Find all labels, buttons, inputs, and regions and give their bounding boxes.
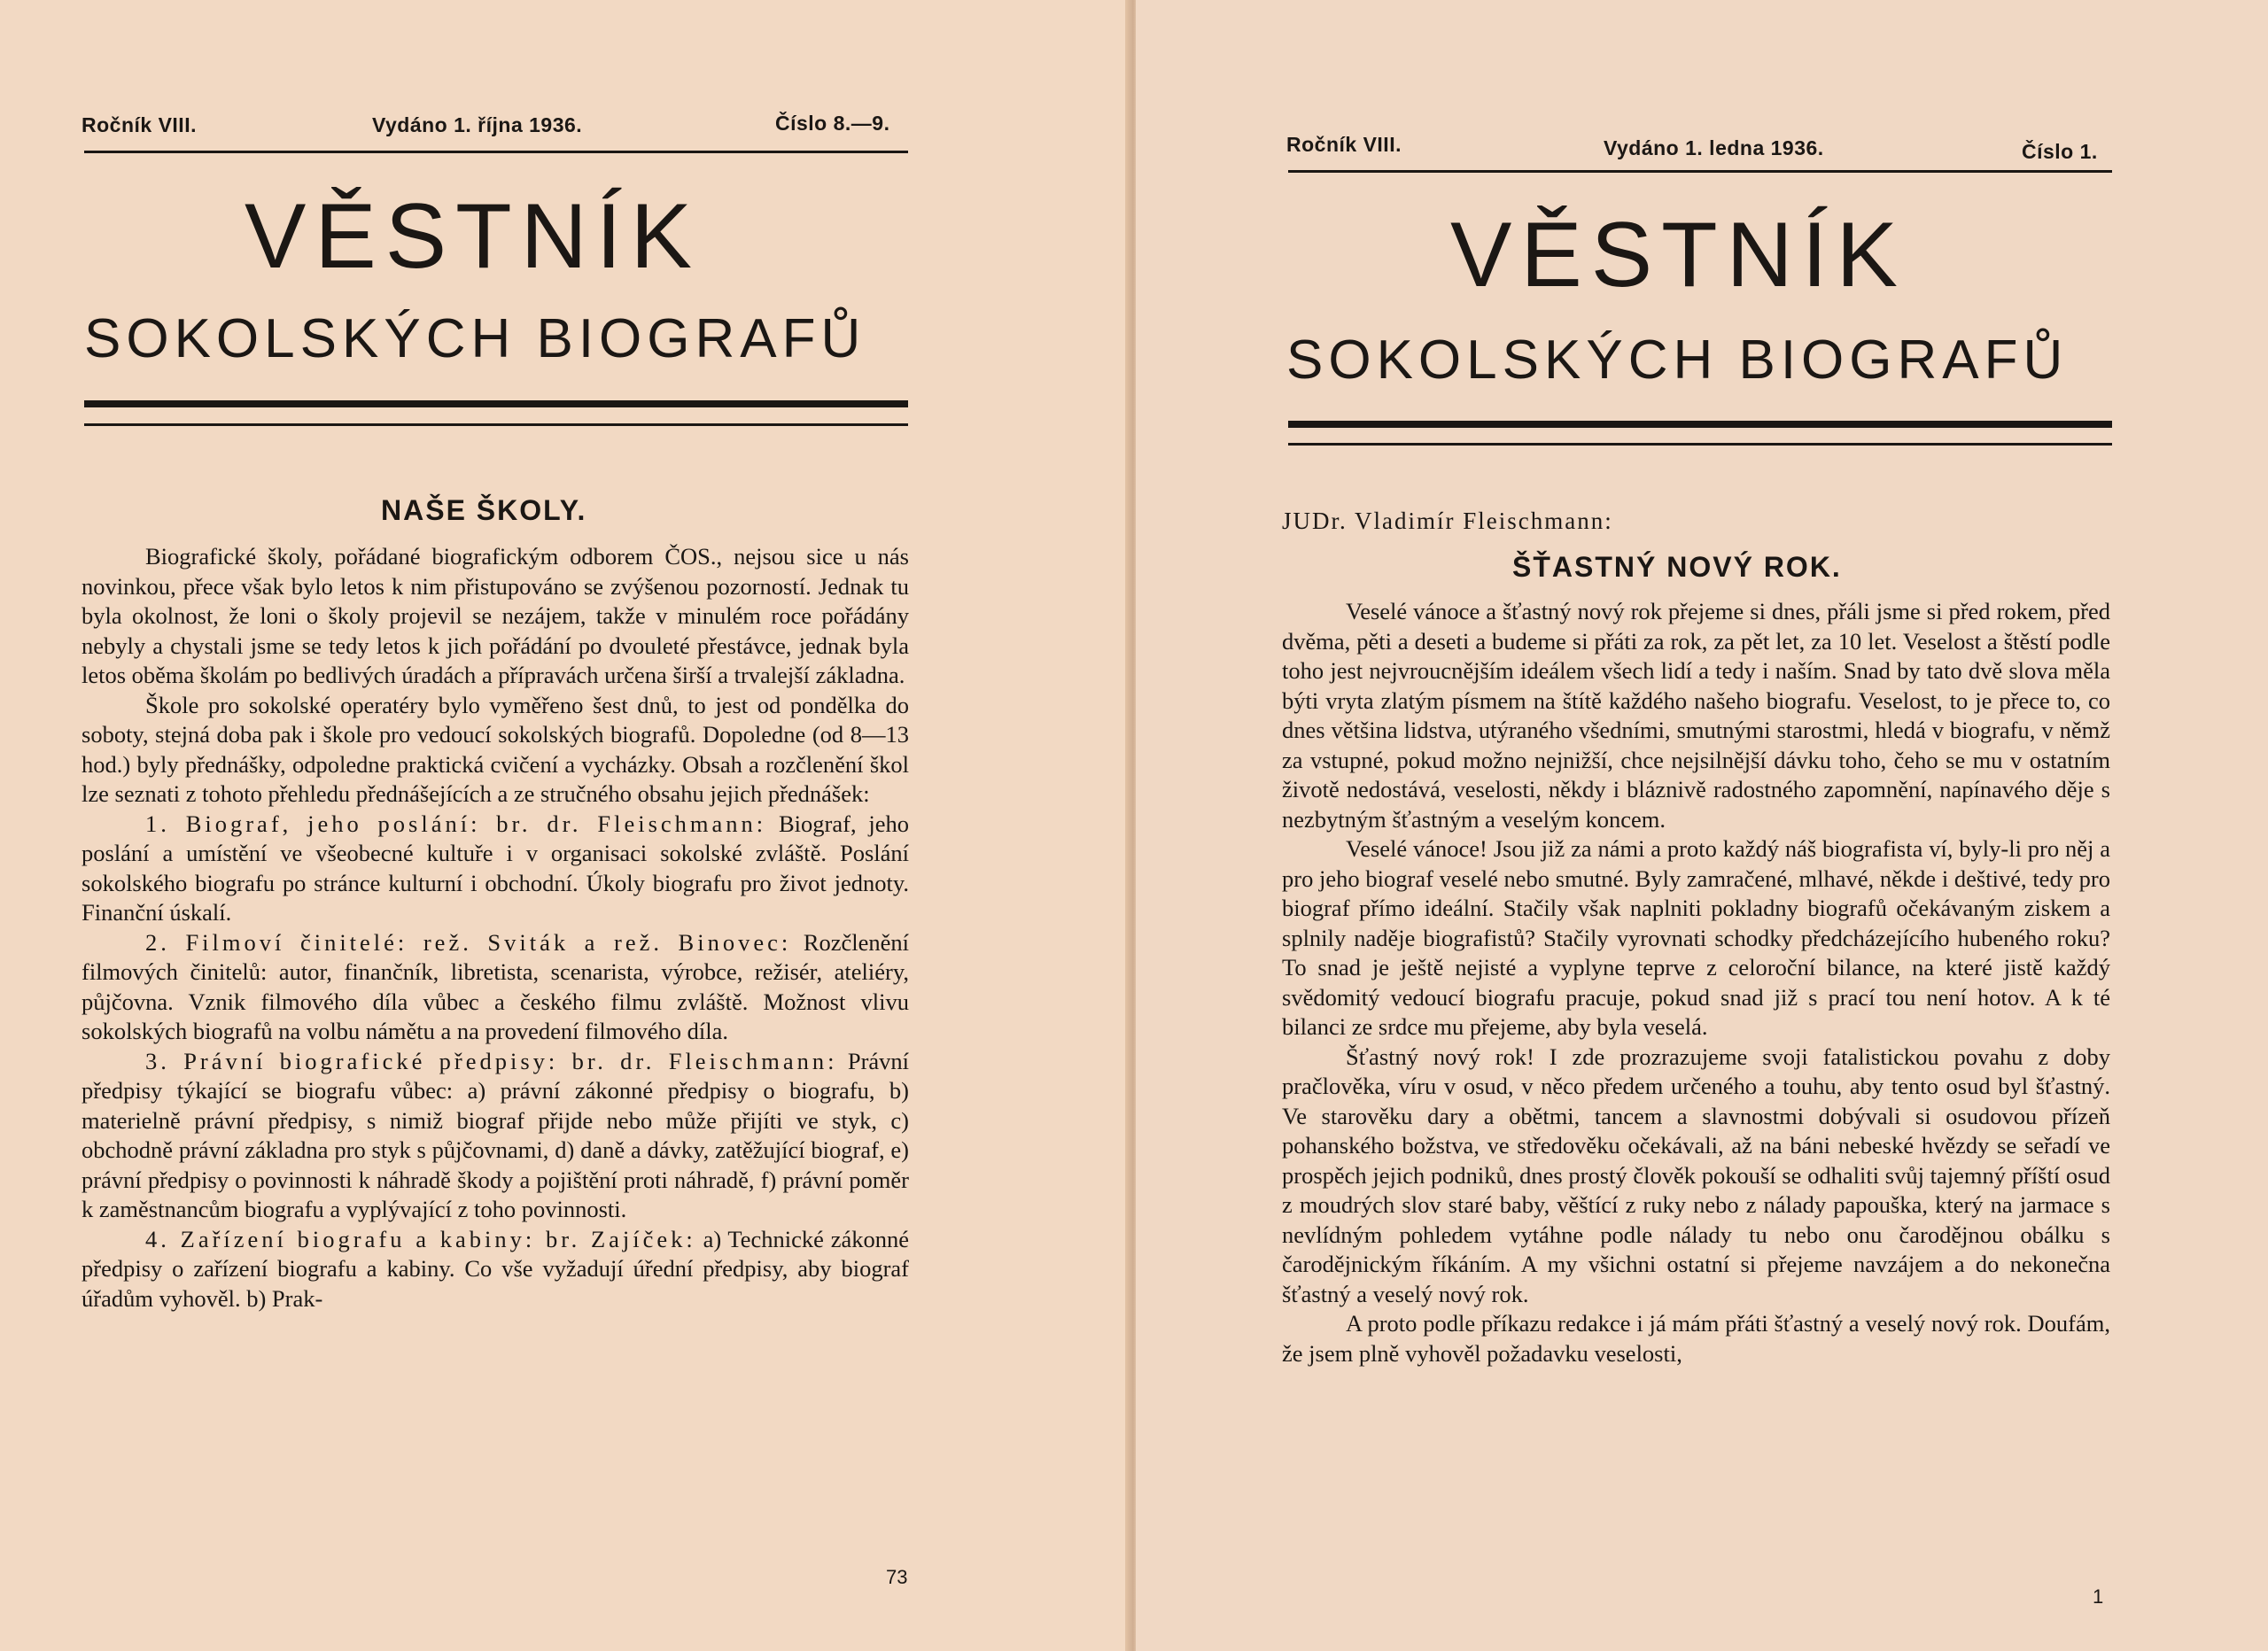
paragraph: Veselé vánoce! Jsou již za námi a proto každý náš biografista ví, byly-li pro něj a pro jeho biograf veselé nebo smutné. Byly zamračené, mlhavé, někde i deštivé, tedy pro biograf přímo ideální. Stačily však naplniti pokladny biografů očekávaným ziskem a splnily naděje biografistů? Stačily vyrovnati schodky předcházejícího hubeného roku? To snad je ještě nejisté a vyplyne teprve z celoroční bilance, na které jistě každý svědomitý vedoucí biografu pracuje, pokud snad již s prací tou není hotov. A k té bilanci ze srdce mu přejeme, aby byla veselá. xyxy=(1282,835,2110,1040)
issue-number: Číslo 1. xyxy=(2022,140,2098,163)
article-body xyxy=(1282,597,2110,1368)
masthead-rule-thick xyxy=(84,400,908,407)
page-number: 73 xyxy=(886,1566,908,1588)
masthead-title: VĚSTNÍK xyxy=(245,185,701,288)
list-item xyxy=(82,928,909,1047)
masthead-subtitle: SOKOLSKÝCH BIOGRAFŮ xyxy=(1286,329,2069,391)
paragraph: Škole pro sokolské operatéry bylo vyměřeno šest dnů, to jest od pondělka do soboty, stejná doba pak i škole pro vedoucí sokolských biografů. Dopoledne (od 8—13 hod.) byly přednášky, odpoledne praktická cvičení a vycházky. Obsah a rozčlenění škol lze seznati z tohoto přehledu přednášejících a ze stručného obsahu jejich přednášek: xyxy=(82,691,909,807)
right-page xyxy=(1136,0,2268,1651)
paragraph: Veselé vánoce a šťastný nový rok přejeme si dnes, přáli jsme si před rokem, před dvěma, pěti a deseti a budeme si přáti za rok, za pět let, za 10 let. Veselost a štěstí podle toho jest nejvroucnějším ideálem všech lidí a tedy i naším. Snad by tato dvě slova měla býti vryta zlatým písmem na štítě každého našeho biografu. Veselost, to je přece to, co dnes většina lidstva, utýraného všedními, smutnými starostmi, hledá v biografu, v němž za vstupné, pokud možno nejnižší, chce nejsilnější dávku toho, čeho se mu v ostatním životě nedostává, veselosti, někdy i bláznivě radostného zapomnění, napínavého děje s nezbytným šťastným a veselým koncem. xyxy=(1282,598,2110,833)
masthead-rule-thin xyxy=(84,423,908,426)
list-item xyxy=(82,1225,909,1314)
masthead-subtitle: SOKOLSKÝCH BIOGRAFŮ xyxy=(84,308,866,369)
masthead-rule-thick xyxy=(1288,421,2112,428)
item-text: a) Technické zákonné předpisy o zařízení biografu a kabiny. Co vše vyžadují úřední předpisy, aby biograf úřadům vyhověl. b) Prak- xyxy=(82,1225,909,1312)
item-heading: 2. Filmoví činitelé: rež. Sviták a rež. Binovec: xyxy=(145,928,792,956)
item-heading: 3. Právní biografické předpisy: br. dr. Fleischmann: xyxy=(145,1047,838,1074)
paragraph: A proto podle příkazu redakce i já mám přáti šťastný a veselý nový rok. Doufám, že jsem plně vyhověl požadavku veselosti, xyxy=(1282,1310,2110,1367)
article-author: JUDr. Vladimír Fleischmann: xyxy=(1282,508,1613,534)
left-page xyxy=(0,0,1132,1651)
page-number: 1 xyxy=(2093,1585,2104,1608)
item-heading: 4. Zařízení biografu a kabiny: br. Zajíček: xyxy=(145,1225,696,1252)
header-rule xyxy=(1288,170,2112,173)
header-rule xyxy=(84,151,908,153)
paragraph: Biografické školy, pořádané biografickým odborem ČOS., nejsou sice u nás novinkou, přece však bylo letos k nim přistupováno se zvýšenou pozorností. Jednak tu byla okolnost, že loni o školy projevil se nezájem, takže v minulém roce pořádány nebyly a chystali jsme se tedy letos k jich pořádání po dvouleté přestávce, jednak byla letos oběma školám po bedlivých úradách a přípravách určena širší a trvalejší základna. xyxy=(82,543,909,688)
item-text: Biograf, jeho poslání a umístění ve všeobecné kultuře i v organisaci sokolské zvláště. Poslání sokolského biografu po stránce kulturní i obchodní. Úkoly biografu pro život jednoty. Finanční úskalí. xyxy=(82,810,910,926)
list-item xyxy=(82,810,909,928)
issue-date: Vydáno 1. ledna 1936. xyxy=(1604,136,1824,159)
article-body xyxy=(82,542,909,1314)
item-heading: 1. Biograf, jeho poslání: br. dr. Fleischmann: xyxy=(145,810,767,837)
article-title: ŠŤASTNÝ NOVÝ ROK. xyxy=(1512,551,1842,583)
item-text: Rozčlenění filmových činitelů: autor, finančník, libretista, scenarista, výrobce, režisér, ateliéry, půjčovna. Vznik filmového díla vůbec a českého filmu zvláště. Možnost vlivu sokolských biografů na volbu námětu a na provedení filmového díla. xyxy=(82,928,910,1044)
masthead-rule-thin xyxy=(1288,443,2112,446)
volume-label: Ročník VIII. xyxy=(1286,133,1402,156)
masthead-title: VĚSTNÍK xyxy=(1450,204,1907,306)
list-item xyxy=(82,1047,909,1225)
paragraph: Šťastný nový rok! I zde prozrazujeme svoji fatalistickou povahu z doby pračlověka, víru v osud, v něco předem určeného a touhu, aby tento osud byl šťastný. Ve starověku dary a obětmi, tancem a slavnostmi dobývali si osudovou přízeň pohanského božstva, ve středověku očekávali, až na báni nebeské hvězdy se seřadí ve prospěch jejich podniků, dnes prostý člověk pokouší se odhaliti svůj tajemný příští osud z moudrých slov staré baby, věštící z ruky nebo z nálady papouška, který na jarmace s nevlídným pohledem vytáhne podle nálady tu nebo onu čarodějnou obálku s čarodějnickým říkáním. A my všichni ostatní si přejeme navzájem a do nekonečna šťastný a veselý nový rok. xyxy=(1282,1043,2110,1307)
volume-label: Ročník VIII. xyxy=(82,113,197,136)
item-text: Právní předpisy týkající se biografu vůbec: a) právní zákonné předpisy o biografu, b) materielně právní předpisy, s nimiž biograf přijde nebo může přijíti ve styk, c) obchodně právní základna pro styk s půjčovnami, d) daně a dávky, zatěžující biograf, e) právní předpisy o povinnosti k náhradě škody a pojištění proti náhradě, f) právní poměr k zaměstnancům biografu a vyplývající z toho povinnosti. xyxy=(82,1047,910,1222)
article-title: NAŠE ŠKOLY. xyxy=(381,494,587,526)
issue-number: Číslo 8.—9. xyxy=(775,112,890,135)
issue-date: Vydáno 1. října 1936. xyxy=(372,113,583,136)
